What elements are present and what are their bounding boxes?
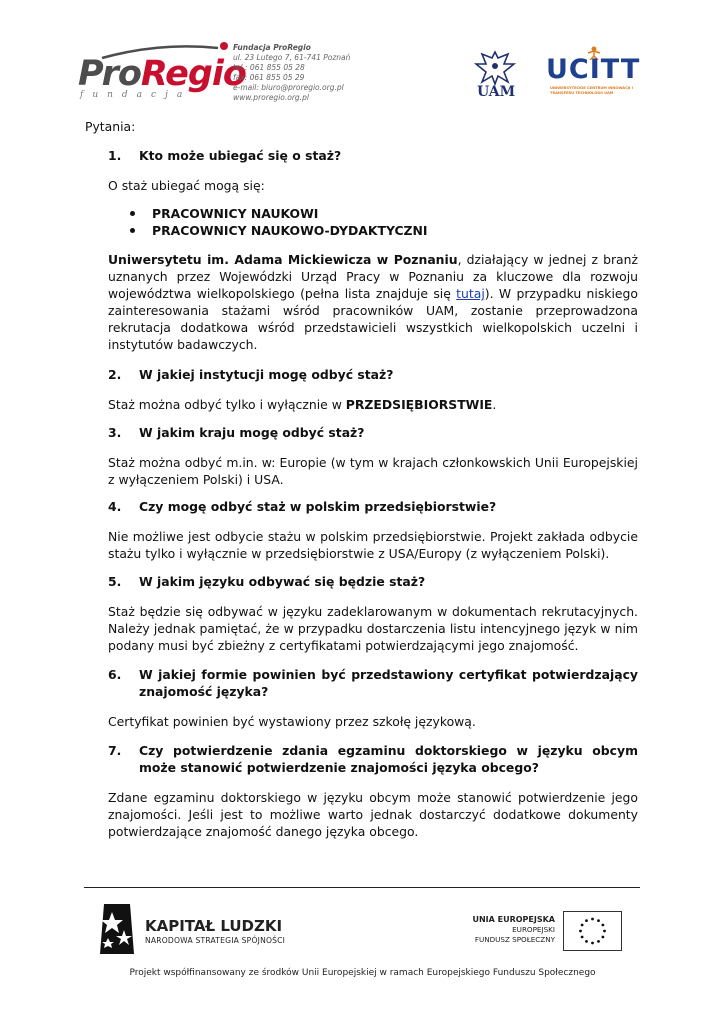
question-6: 6. W jakiej formie powinien być przedstawiony certyfikat potwierdzający znajomość języka? (108, 667, 638, 699)
proregio-logo (78, 40, 246, 108)
eu-fund-text: UNIA EUROPEJSKA EUROPEJSKI FUNDUSZ SPOŁECZNY (472, 915, 555, 944)
eligibility-paragraph: Uniwersytetu im. Adama Mickiewicza w Poznaniu, działający w jednej z branż uznanych przez Wojewódzki Urząd Pracy w Poznaniu za kluczowe dla rozwoju województwa wielkopolskiego (pełna lista znajduje się tutaj). W przypadku niskiego zainteresowania stażami wśród pracowników UAM, zostanie przeprowadzona rekrutacja dodatkowa wśród przedstawicieli wszystkich wielkopolskich uczelni i instytutów badawczych. (108, 252, 638, 352)
question-4: 4. Czy mogę odbyć staż w polskim przedsiębiorstwie? (108, 499, 497, 514)
org-name: Fundacja ProRegio (233, 43, 311, 52)
kapital-ludzki-subtitle: NARODOWA STRATEGIA SPÓJNOŚCI (145, 936, 286, 945)
answer-3: Staż można odbyć m.in. w: Europie (w tym w krajach członkowskich Unii Europejskiej z wyłączeniem Polski) i USA. (108, 455, 638, 487)
org-email: e-mail: biuro@proregio.org.pl (233, 83, 344, 92)
kapital-ludzki-title: KAPITAŁ LUDZKI (145, 917, 283, 935)
footer-divider (84, 887, 640, 888)
eu-flag-icon (563, 911, 622, 951)
question-7: 7. Czy potwierdzenie zdania egzaminu doktorskiego w języku obcym może stanowić potwierdzenie znajomości języka obcego? (108, 743, 638, 775)
uam-label: UAM (477, 84, 516, 100)
answer-4: Nie możliwe jest odbycie stażu w polskim przedsiębiorstwie. Projekt zakłada odbycie stażu tylko i wyłącznie w przedsiębiorstwie z USA/Europy (z wyłączeniem Polski). (108, 529, 638, 561)
answer-7: Zdane egzaminu doktorskiego w języku obcym może stanowić potwierdzenie jego znajomości. Jeśli jest to możliwe warto jednak dostarczyć dodatkowe dokumenty potwierdzające znajomość danego języka obcego. (108, 790, 638, 839)
bullet-icon (130, 211, 135, 216)
ucitt-logo (546, 46, 642, 96)
question-1: 1. Kto może ubiegać się o staż? (108, 148, 342, 163)
ucitt-title: UCITT (546, 54, 641, 85)
kapital-ludzki-logo (96, 900, 138, 958)
logo-subtitle: fundacja (80, 90, 192, 100)
answer-5: Staż będzie się odbywać w języku zadeklarowanym w dokumentach rekrutacyjnych. Należy jednak pamiętać, że w przypadku dostarczenia listu intencyjnego język w nim podany musi być zbieżny z certyfikatami potwierdzającymi jego znajomość. (108, 604, 638, 653)
question-2: 2. W jakiej instytucji mogę odbyć staż? (108, 367, 394, 382)
org-street: ul. 23 Lutego 7, 61-741 Poznań (233, 53, 351, 62)
question-3: 3. W jakim kraju mogę odbyć staż? (108, 425, 365, 440)
uam-logo (474, 48, 516, 100)
org-fax: fax: 061 855 05 29 (233, 73, 305, 82)
answer-2: Staż można odbyć tylko i wyłącznie w PRZEDSIĘBIORSTWIE. (108, 397, 497, 412)
questions-heading: Pytania: (85, 119, 136, 134)
intro-text: O staż ubiegać mogą się: (108, 178, 265, 193)
eu-stars-icon (564, 912, 621, 950)
eagle-icon (474, 48, 516, 88)
foundation-address (233, 43, 350, 103)
org-tel: tel.: 061 855 05 28 (233, 63, 305, 72)
org-www: www.proregio.org.pl (233, 93, 309, 102)
kapital-ludzki-icon (96, 900, 138, 958)
answer-6: Certyfikat powinien być wystawiony przez szkołę językową. (108, 714, 476, 729)
full-list-link[interactable]: tutaj (456, 286, 485, 301)
ucitt-subtitle: UNIWERSYTECKIE CENTRUM INNOWACJI I TRANSFERU TECHNOLOGII UAM (550, 86, 633, 95)
bullet-icon (130, 228, 135, 233)
question-5: 5. W jakim języku odbywać się będzie staż? (108, 574, 426, 589)
logo-wordmark: ProRegio (78, 54, 246, 94)
cofinancing-note: Projekt współfinansowany ze środków Unii Europejskiej w ramach Europejskiego Funduszu Społecznego (129, 968, 596, 978)
